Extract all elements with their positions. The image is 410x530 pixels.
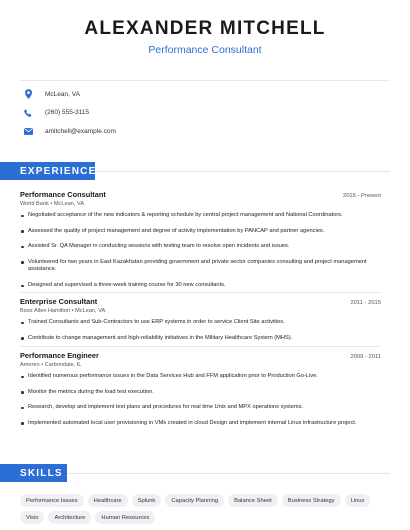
resume-header: [0, 0, 410, 56]
skill-chip: Performance Issues: [20, 494, 84, 507]
skills-heading: SKILLS: [0, 464, 67, 482]
job-company: World Bank: [20, 201, 49, 207]
skill-chip: Balance Sheet: [228, 494, 278, 507]
job-company: Ameren: [20, 362, 40, 368]
job-bullet: Negotiated acceptance of the new indicators & reporting schedule by central project management and National Coordinators.: [20, 212, 381, 220]
map-pin-icon: [23, 89, 33, 99]
contact-location-text: McLean, VA: [45, 90, 80, 98]
skill-chip: Visio: [20, 511, 44, 524]
skill-chip: Human Resources: [95, 511, 155, 524]
job-bullet: Assessed the quality of project management and degree of activity implementation by PANCAP and partner agencies.: [20, 228, 381, 236]
contact-email: [20, 122, 390, 141]
skill-chip: Linux: [345, 494, 371, 507]
skill-chip: Healthcare: [88, 494, 128, 507]
skill-chip: Business Strategy: [282, 494, 341, 507]
job-entry: [20, 297, 381, 350]
job-dates: 2015 - Present: [342, 193, 381, 199]
job-bullet: Assisted Sr. QA Manager in conducting sessions with testing team to resolve open incidents and issues.: [20, 243, 381, 251]
skills-list: [20, 494, 390, 524]
contact-location: [20, 85, 390, 104]
job-title: Performance Consultant: [20, 190, 106, 199]
skill-chip: Capacity Planning: [165, 494, 224, 507]
job-company-line: Booz Allen Hamilton • McLean, VA: [20, 308, 106, 314]
job-entry: [20, 190, 381, 298]
contact-phone-text: (260) 555-3115: [45, 109, 89, 117]
job-dates: 2009 - 2011: [350, 354, 381, 360]
candidate-role: Performance Consultant: [148, 44, 262, 56]
job-bullet: Research, develop and implement test plans and procedures for real time Unix and MPX operations systems.: [20, 404, 381, 412]
job-title: Performance Engineer: [20, 351, 99, 360]
job-location: McLean, VA: [53, 201, 84, 207]
job-bullets: [20, 212, 381, 290]
job-bullet: Implemented automated local user provisioning in VMs created in cloud Design and implement internal Linux infrastructure project.: [20, 420, 381, 428]
skill-chip: Splunk: [132, 494, 162, 507]
contact-list: [20, 80, 390, 141]
job-bullet: Designed and supervised a three-week training course for 30 new consultants.: [20, 282, 381, 290]
skill-chip: Architecture: [48, 511, 91, 524]
job-company-line: World Bank • McLean, VA: [20, 201, 84, 207]
email-icon: [23, 126, 33, 136]
job-company-line: Ameren • Carbondale, IL: [20, 362, 82, 368]
contact-phone: [20, 104, 390, 123]
job-location: McLean, VA: [75, 308, 106, 314]
job-title: Enterprise Consultant: [20, 297, 98, 306]
job-bullet: Contribute to change management and high-reliability initiatives in the Military Healthcare System (MHS).: [20, 335, 381, 343]
job-location: Carbondale, IL: [44, 362, 82, 368]
phone-icon: [23, 108, 33, 118]
job-divider: [20, 292, 381, 293]
job-bullet: Monitor the metrics during the load test execution.: [20, 389, 381, 397]
skills-rule: [20, 473, 390, 474]
job-entry: [20, 351, 381, 435]
contact-email-text: amitchell@example.com: [45, 127, 116, 135]
experience-heading: EXPERIENCE: [0, 162, 95, 180]
job-bullet: Trained Consultants and Sub-Contractors to use ERP systems in order to service Client Site activities.: [20, 319, 381, 327]
job-divider: [20, 346, 381, 347]
candidate-name: ALEXANDER MITCHELL: [84, 18, 326, 39]
job-bullet: Identified numerous performance issues in the Data Services Hub and FFM application prior to Production Go-Live.: [20, 373, 381, 381]
job-bullets: [20, 319, 381, 342]
job-dates: 2011 - 2015: [350, 300, 381, 306]
job-bullets: [20, 373, 381, 427]
job-bullet: Volunteered for two years in East Kazakhstan providing government and private sector companies consulting and project management assistance.: [20, 259, 381, 274]
job-company: Booz Allen Hamilton: [20, 308, 71, 314]
